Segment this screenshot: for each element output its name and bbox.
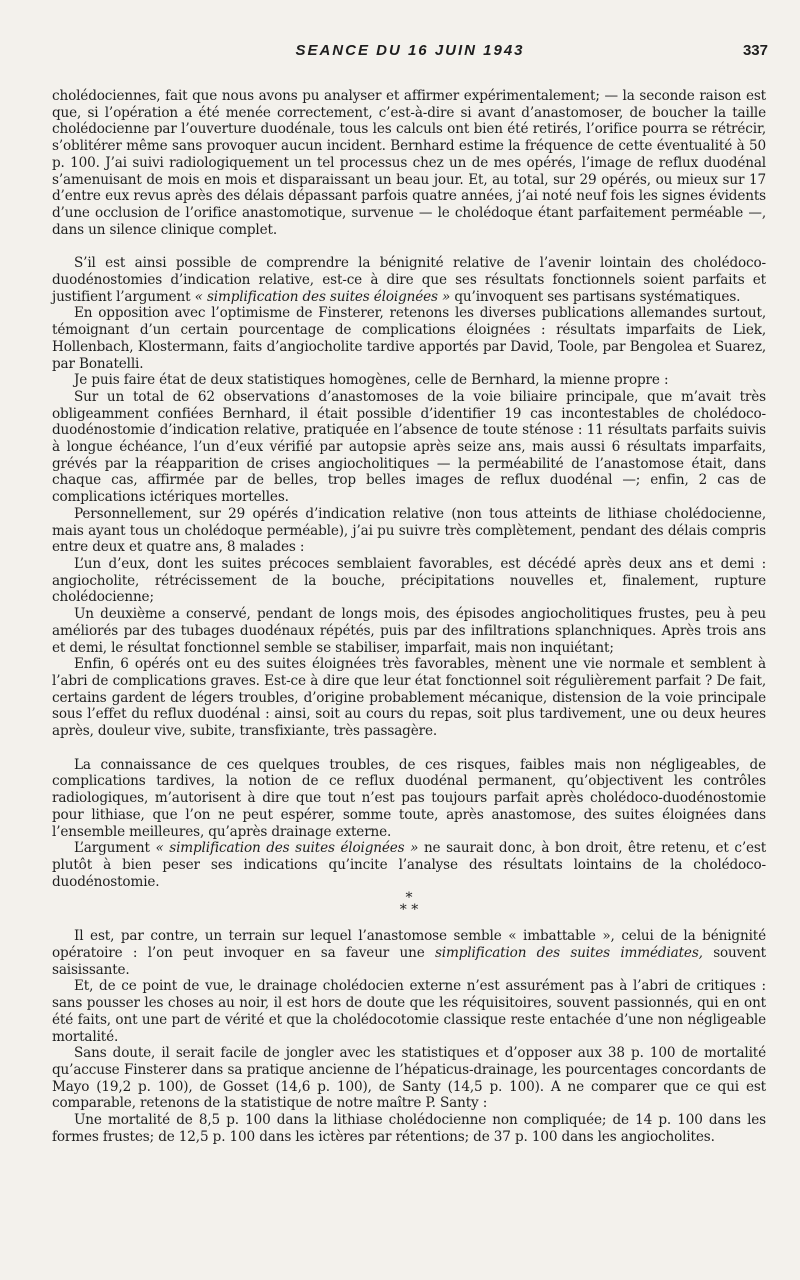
paragraph-text: Il est, par contre, un terrain sur lequel l’anastomose semble « imbattable », celui de la bénignité opératoire : l’on peut invoquer en sa faveur une xyxy=(52,928,766,962)
separator-top: * xyxy=(405,890,413,907)
paragraph xyxy=(52,840,766,890)
article-body xyxy=(52,88,766,1145)
paragraph-text: ne saurait donc, à bon droit, être retenu, et c’est plutôt à bien peser ses indications qu’incite l’analyse des résultats lointains de la cholédoco-duodénostomie. xyxy=(52,840,767,890)
paragraph: Personnellement, sur 29 opérés d’indication relative (non tous atteints de lithiase cholédocienne, mais ayant tous un cholédoque perméable), j’ai pu suivre très complètement, pendant des délais compris entre deux et quatre ans, 8 malades : xyxy=(52,505,766,556)
section-separator xyxy=(52,890,766,919)
paragraph: En opposition avec l’optimisme de Finsterer, retenons les diverses publications allemandes surtout, témoignant d’un certain pourcentage de complications éloignées : résultats imparfaits de Liek, Hollenbach, Klostermann, faits d’angiocholite tardive apportés par David, Toole, par Bengolea et Suarez, par Bonatelli. xyxy=(52,305,766,372)
paragraph: Et, de ce point de vue, le drainage cholédocien externe n’est assurément pas à l’abri de critiques : sans pousser les choses au noir, il est hors de doute que les réquisitoires, souvent passionnés, qui en ont été faits, ont une part de vérité et que la cholédocotomie classique reste entachée d’une non négligeable mortalité. xyxy=(52,978,766,1045)
paragraph: Un deuxième a conservé, pendant de longs mois, des épisodes angiocholitiques frustes, peu à peu améliorés par des tubages duodénaux répétés, puis par des infiltrations splanchniques. Après trois ans et demi, le résultat fonctionnel semble se stabiliser, imparfait, mais non inquiétant; xyxy=(52,606,766,656)
paragraph: cholédociennes, fait que nous avons pu analyser et affirmer expérimentalement; — la seconde raison est que, si l’opération a été menée correctement, c’est-à-dire si avant d’anastomoser, de boucher la taille cholédocienne par l’ouverture duodénale, tous les calculs ont bien été retirés, l’orifice pourra se rétrécir, s’oblitérer même sans provoquer aucun incident. Bernhard estime la fréquence de cette éventualité à 50 p. 100. J’ai suivi radiologiquement un tel processus chez un de mes opérés, l’image de reflux duodénal s’amenuisant de mois en mois et disparaissant un beau jour. Et, au total, sur 29 opérés, ou mieux sur 17 d’entre eux revus après des délais dépassant parfois quatre années, j’ai noté neuf fois les signes évidents d’une occlusion de l’orifice anastomotique, survenue — le cholédoque étant parfaitement perméable —, dans un silence clinique complet. xyxy=(52,88,766,238)
paragraph: Sur un total de 62 observations d’anastomoses de la voie biliaire principale, que m’avait très obligeamment confiées Bernhard, il était possible d’identifier 19 cas incontestables de cholédoco-duodénostomie d’indication relative, pratiquée en l’absence de toute sténose : 11 résultats parfaits suivis à longue échéance, l’un d’eux vérifié par autopsie après seize ans, mais aussi 6 résultats imparfaits, grévés par la réapparition de crises angiocholitiques — la perméabilité de l’anastomose était, dans chaque cas, affirmée par de belles, trop belles images de reflux duodénal —; enfin, 2 cas de complications ictériques mortelles. xyxy=(52,388,766,506)
italic-phrase: simplification des suites immédiates, xyxy=(434,945,703,962)
separator-bottom: * * xyxy=(399,902,419,919)
paragraph xyxy=(52,255,766,305)
paragraph-text: S’il est ainsi possible de comprendre la bénignité relative de l’avenir lointain des cholédoco-duodénostomies d’indication relative, est-ce à dire que ses résultats fonctionnels soient parfaits et justifient l’argument xyxy=(52,255,766,305)
paragraph-text: souvent saisissante. xyxy=(52,945,766,978)
paragraph-text: qu’invoquent ses partisans systématiques. xyxy=(454,288,741,305)
paragraph xyxy=(52,928,766,978)
italic-phrase: « simplification des suites éloignées » xyxy=(155,840,419,857)
paragraph: Une mortalité de 8,5 p. 100 dans la lithiase cholédocienne non compliquée; de 14 p. 100 dans les formes frustes; de 12,5 p. 100 dans les ictères par rétentions; de 37 p. 100 dans les angiocholites. xyxy=(52,1112,766,1145)
paragraph-text: L’argument xyxy=(74,840,150,857)
paragraph: La connaissance de ces quelques troubles, de ces risques, faibles mais non négligeables, de complications tardives, la notion de ce reflux duodénal permanent, qu’objectivent les contrôles radiologiques, m’autorisent à dire que tout n’est pas toujours parfait après cholédoco-duodénostomie pour lithiase, que l’on ne peut espérer, somme toute, après anastomose, des suites éloignées dans l’ensemble meilleures, qu’après drainage externe. xyxy=(52,756,766,840)
paragraph: Je puis faire état de deux statistiques homogènes, celle de Bernhard, la mienne propre : xyxy=(74,372,669,389)
page-number: 337 xyxy=(742,42,768,59)
italic-phrase: « simplification des suites éloignées » xyxy=(194,288,451,305)
running-title: SEANCE DU 16 JUIN 1943 xyxy=(295,42,525,59)
paragraph: L’un d’eux, dont les suites précoces semblaient favorables, est décédé après deux ans et demi : angiocholite, rétrécissement de la bouche, précipitations nouvelles et, finalement, rupture cholédocienne; xyxy=(52,555,766,606)
page-header xyxy=(52,42,768,66)
paragraph: Enfin, 6 opérés ont eu des suites éloignées très favorables, mènent une vie normale et semblent à l’abri de complications graves. Est-ce à dire que leur état fonctionnel soit régulièrement parfait ? De fait, certains gardent de légers troubles, d’origine probablement mécanique, distension de la voie principale sous l’effet du reflux duodénal : ainsi, soit au cours du repas, soit plus tardivement, une ou deux heures après, douleur vive, subite, transfixiante, très passagère. xyxy=(52,656,766,740)
paragraph: Sans doute, il serait facile de jongler avec les statistiques et d’opposer aux 38 p. 100 de mortalité qu’accuse Finsterer dans sa pratique ancienne de l’hépaticus-drainage, les pourcentages concordants de Mayo (19,2 p. 100), de Gosset (14,6 p. 100), de Santy (14,5 p. 100). A ne comparer que ce qui est comparable, retenons de la statistique de notre maître P. Santy : xyxy=(52,1045,766,1112)
